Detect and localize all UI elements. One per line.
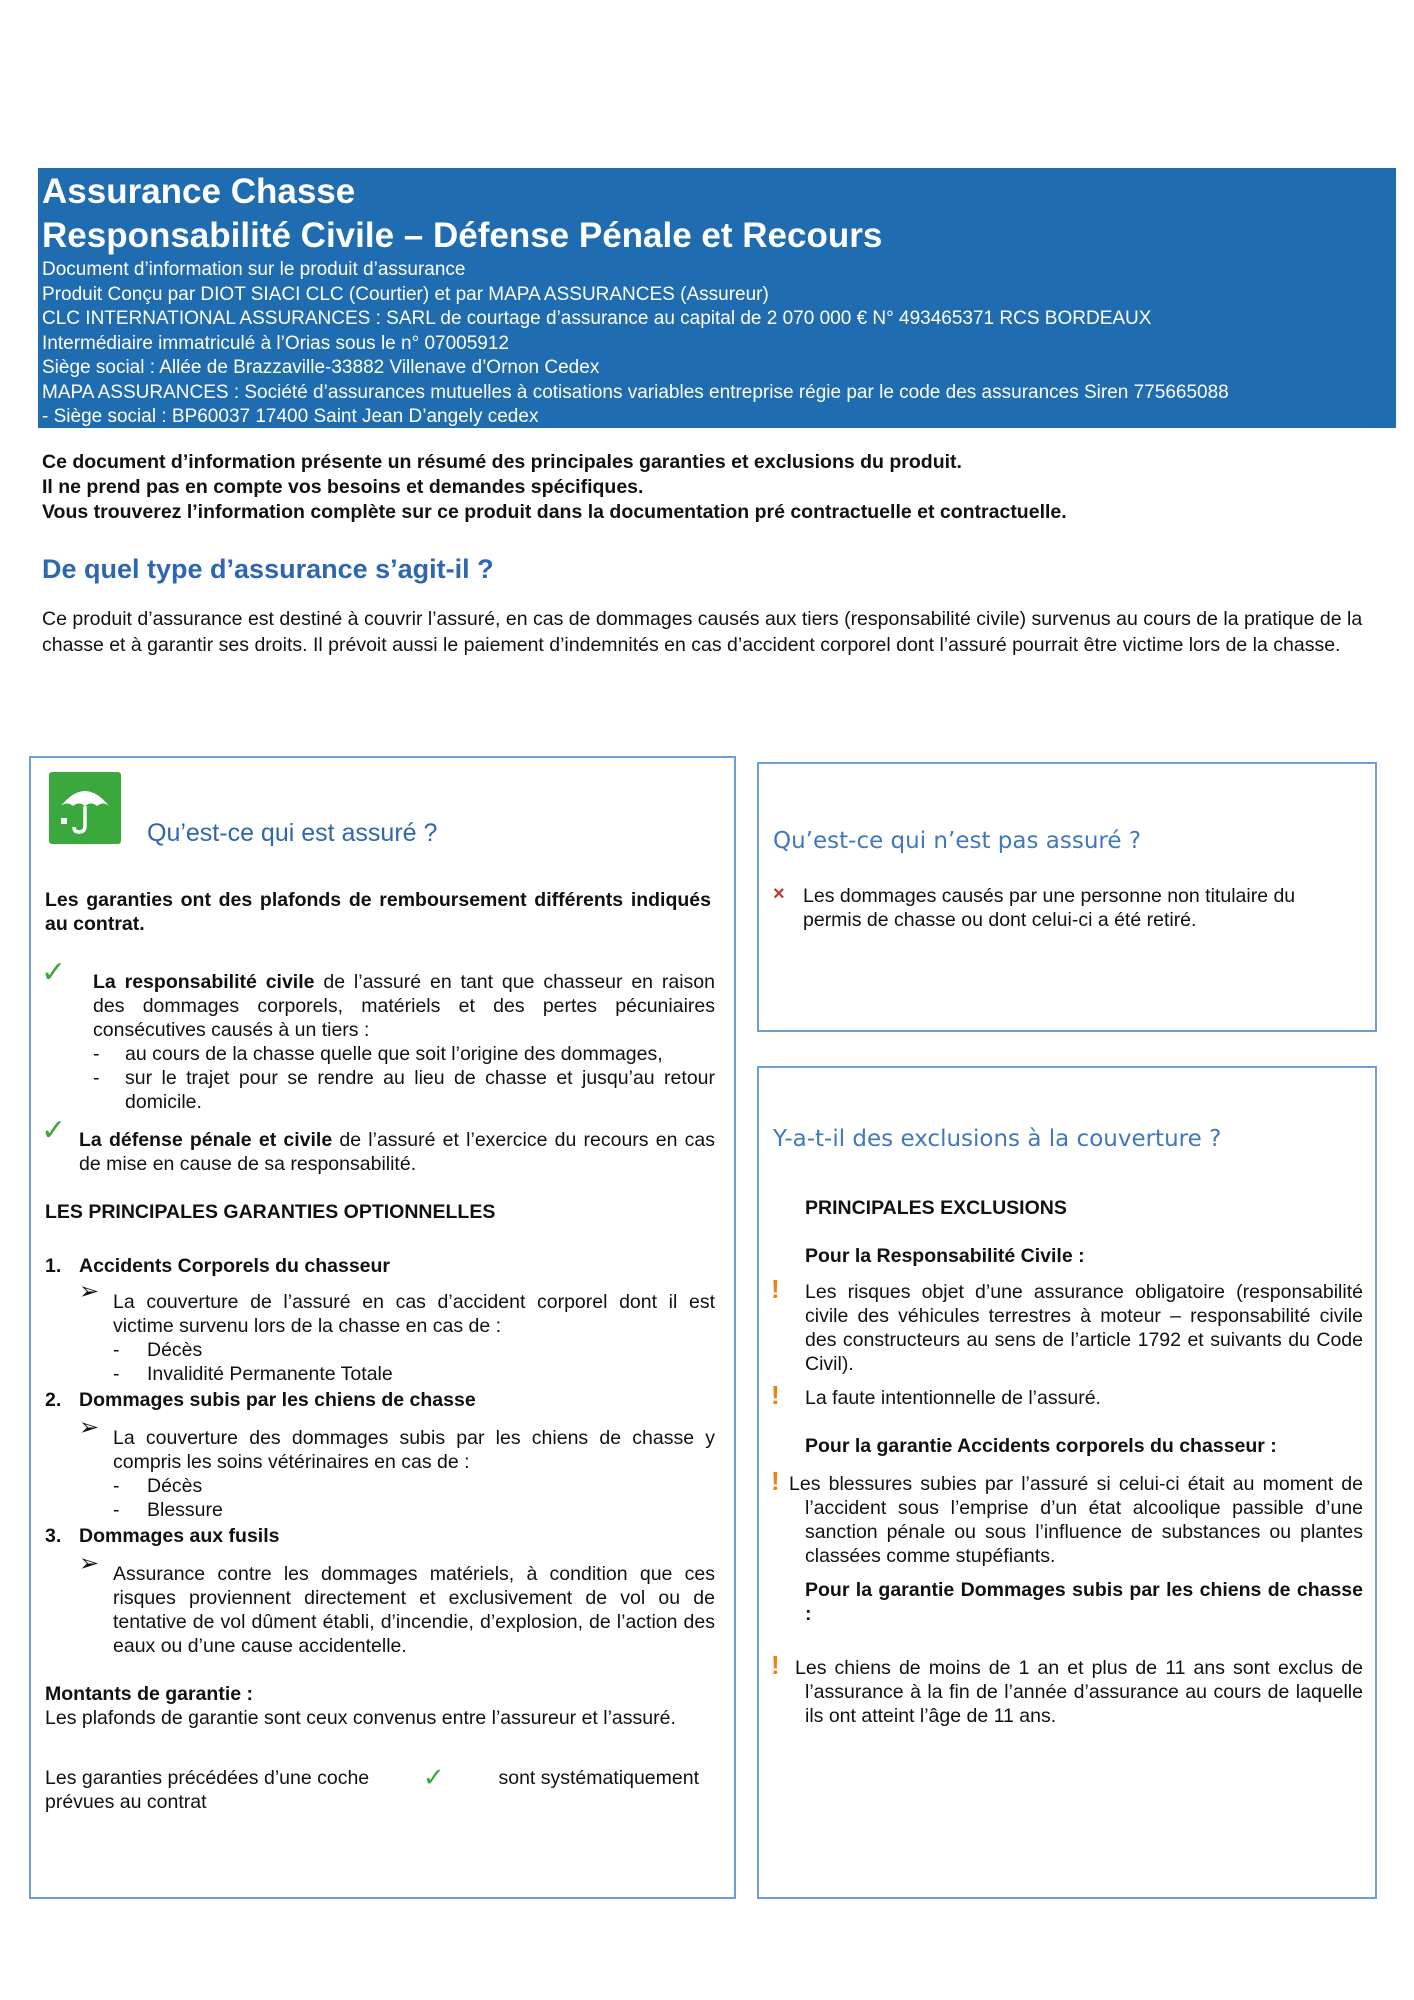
coche-note-before: Les garanties précédées d’une coche [45,1767,370,1789]
warning-icon: ! [771,1466,780,1496]
not-assured-box [757,762,1377,1032]
dash-bullet: - [113,1339,120,1361]
option-item-text: Blessure [147,1499,223,1521]
dash-bullet: - [93,1067,100,1089]
arrow-icon: ➢ [79,1414,100,1441]
option-text: La couverture de l’assuré en cas d’accident corporel dont il est victime survenu lors de la chasse en cas de : [113,1291,715,1337]
option-title: Dommages subis par les chiens de chasse [79,1389,476,1411]
header-line: CLC INTERNATIONAL ASSURANCES : SARL de courtage d’assurance au capital de 2 070 000 € N° 493465371 RCS BORDEAUX [42,308,1152,329]
montants-title: Montants de garantie : [45,1683,254,1705]
document-title: Assurance Chasse [42,172,356,211]
cross-icon: × [773,883,785,905]
exclusions-dogs-title: Pour la garantie Dommages subis par les chiens de chasse : [805,1579,1363,1625]
option-item [113,1498,223,1522]
exclusion-item: Les risques objet d’une assurance obligatoire (responsabilité civile des véhicules terrestres à moteur – responsabilité civile des constructeurs au sens de l’article 1792 et suivants du Code Civil). [805,1281,1363,1375]
not-assured-title: Qu’est-ce qui n’est pas assuré ? [773,828,1142,854]
intro-notice [42,450,1382,525]
intro-line: Il ne prend pas en compte vos besoins et demandes spécifiques. [42,476,644,498]
exclusion-item: Les chiens de moins de 1 an et plus de 11 ans sont exclus de l’assurance à la fin de l’année d’assurance au cours de laquelle ils ont atteint l’âge de 11 ans. [795,1657,1363,1727]
intro-line: Ce document d’information présente un résumé des principales garanties et exclusions du produit. [42,451,962,473]
warning-icon: ! [771,1274,780,1304]
header-line: Siège social : Allée de Brazzaville-33882 Villenave d’Ornon Cedex [42,357,600,378]
defense-guarantee-text: de l’assuré et l’exercice du recours en cas de mise en cause de sa responsabilité. [79,1129,715,1175]
option-text: La couverture des dommages subis par les chiens de chasse y compris les soins vétérinaires en cas de : [113,1427,715,1473]
header-line: Document d’information sur le produit d’assurance [42,259,466,280]
intro-line: Vous trouverez l’information complète sur ce produit dans la documentation pré contractuelle et contractuelle. [42,501,1067,523]
coche-note-after: sont systématiquement [498,1767,699,1789]
rc-item-text: au cours de la chasse quelle que soit l’origine des dommages, [125,1043,663,1065]
plafonds-note: Les garanties ont des plafonds de remboursement différents indiqués au contrat. [45,889,711,935]
option-item-text: Invalidité Permanente Totale [147,1363,393,1385]
coche-note [45,1764,699,1790]
option-item [113,1474,202,1498]
option-number: 1. [45,1255,62,1277]
exclusions-title: Y-a-t-il des exclusions à la couverture ? [773,1126,1222,1152]
header-line: MAPA ASSURANCES : Société d’assurances mutuelles à cotisations variables entreprise régie par le code des assurances Siren 775665088 [42,381,1229,403]
header-line: - Siège social : BP60037 17400 Saint Jean D’angely cedex [42,406,539,427]
dash-bullet: - [113,1363,120,1385]
option-item-text: Décès [147,1475,203,1497]
rc-item-text: sur le trajet pour se rendre au lieu de chasse et jusqu’au retour domicile. [125,1067,715,1113]
option-item-text: Décès [147,1339,203,1361]
montants-text: Les plafonds de garantie sont ceux convenus entre l’assureur et l’assuré. [45,1707,676,1729]
defense-guarantee-label: La défense pénale et civile [79,1129,333,1151]
document-subtitle: Responsabilité Civile – Défense Pénale et Recours [42,216,883,255]
header-line: Produit Conçu par DIOT SIACI CLC (Courtier) et par MAPA ASSURANCES (Assureur) [42,283,769,305]
dash-bullet: - [113,1499,120,1521]
document-header [38,168,1396,428]
exclusions-rc-title: Pour la Responsabilité Civile : [805,1245,1085,1267]
dash-bullet: - [93,1043,100,1065]
exclusions-acc-title: Pour la garantie Accidents corporels du chasseur : [805,1435,1277,1457]
option-title: Accidents Corporels du chasseur [79,1255,391,1277]
assured-title: Qu’est-ce qui est assuré ? [147,819,438,847]
header-line: Intermédiaire immatriculé à l’Orias sous le n° 07005912 [42,332,509,354]
arrow-icon: ➢ [79,1278,100,1305]
not-assured-item: Les dommages causés par une personne non titulaire du permis de chasse ou dont celui-ci a été retiré. [803,885,1296,931]
check-icon: ✓ [41,1114,67,1147]
check-icon: ✓ [41,956,67,989]
arrow-icon: ➢ [79,1550,100,1577]
assured-box [29,756,736,1899]
rc-item [93,1042,715,1066]
rc-item [93,1066,715,1114]
warning-icon: ! [771,1380,780,1410]
option-number: 2. [45,1389,62,1411]
defense-guarantee [79,1128,715,1176]
warning-icon: ! [771,1650,780,1680]
exclusion-item: Les blessures subies par l’assuré si celui-ci était au moment de l’accident sous l’emprise d’un état alcoolique passible d’une sanction pénale ou sous l’influence de substances ou plantes classées comme stupéfiants. [789,1473,1363,1567]
rc-guarantee-text: de l’assuré en tant que chasseur en raison des dommages corporels, matériels et des pertes pécuniaires consécutives causés à un tiers : [93,971,715,1041]
option-text: Assurance contre les dommages matériels, à condition que ces risques proviennent directement et exclusivement de vol ou de tentative de vol dûment établi, d’incendie, d’explosion, de l’action des eaux ou d’une cause accidentelle. [113,1563,715,1657]
check-icon: ✓ [422,1762,445,1792]
exclusions-box [757,1066,1377,1899]
exclusion-item: La faute intentionnelle de l’assuré. [805,1387,1101,1409]
coche-note-line2: prévues au contrat [45,1791,207,1813]
rc-guarantee [93,970,715,1042]
type-section-body: Ce produit d’assurance est destiné à couvrir l’assuré, en cas de dommages causés aux tiers (responsabilité civile) survenus au cours de la pratique de la chasse et à garantir ses droits. Il prévoit aussi le paiement d’indemnités en cas d’accident corporel dont l’assuré pourrait être victime lors de la chasse. [42,608,1363,656]
dash-bullet: - [113,1475,120,1497]
option-number: 3. [45,1525,62,1547]
type-section-title: De quel type d’assurance s’agit-il ? [42,554,494,584]
option-item [113,1362,393,1386]
option-item [113,1338,202,1362]
rc-guarantee-label: La responsabilité civile [93,971,315,993]
exclusions-main-title: PRINCIPALES EXCLUSIONS [805,1197,1067,1219]
umbrella-icon [49,772,121,844]
optional-title: LES PRINCIPALES GARANTIES OPTIONNELLES [45,1201,496,1223]
option-title: Dommages aux fusils [79,1525,280,1547]
